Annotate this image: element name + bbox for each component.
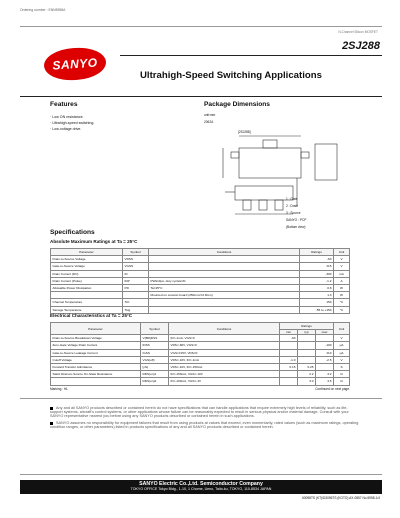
feature-item: · Low ON resistance. — [50, 115, 84, 119]
disclaimer-item: Any and all SANYO products described or contained herein do not have specifications that can handle applications that require extremely high levels of reliability, such as life-support systems, aircraft's control systems, or other applications whose failure can be reasonably expected to result in serious physical and/or material damage. Consult with your SANYO representative nearest you before using any SANYO products described or contained herein in such applications. — [50, 406, 349, 418]
pin-legend-item: 1 : Gate — [286, 197, 298, 201]
features-heading: Features — [50, 101, 78, 108]
table-row: Static Drain-to-Source On-State Resistance RDS(on)1 ID=-150mA, VGS=-10V 2.2 3.2 Ω — [51, 371, 350, 378]
table-row: Gate-to-Source Voltage VGSS ±15 V — [51, 263, 350, 270]
table-row: Zero-Gate Voltage Drain Current IDSS VDS=-60V, VGS=0 -100 μA — [51, 342, 350, 349]
table-row: Gate-to-Source Leakage Current IGSS VGS=±15V, VDS=0 ±10 μA — [51, 349, 350, 356]
elec-char-table — [50, 322, 350, 386]
feature-item: · Ultrahigh-speed switching. — [50, 121, 95, 125]
footer-company: SANYO Electric Co.,Ltd. Semiconductor Company — [139, 481, 263, 487]
column-header: Symbol — [123, 249, 149, 256]
page-title: Ultrahigh-Speed Switching Applications — [140, 70, 322, 81]
feature-item: · Low-voltage drive. — [50, 127, 82, 131]
continued-note: Continued on next page. — [315, 387, 350, 391]
abs-max-heading: Absolute Maximum Ratings at Ta = 25°C — [50, 239, 138, 244]
part-number: 2SJ288 — [342, 40, 380, 52]
column-header: typ — [298, 330, 316, 335]
table-row: Drain Current (DC) ID -300 mA — [51, 270, 350, 277]
column-header: min — [280, 330, 298, 335]
column-header: Unit — [334, 323, 350, 335]
elec-char-heading: Electrical Characteristics at Ta = 25°C — [50, 313, 133, 318]
disclaimer-box — [50, 406, 360, 446]
table-row: RDS(on)2 ID=-100mA, VGS=-4V 3.0 4.5 Ω — [51, 378, 350, 385]
header-top-rule — [20, 26, 382, 27]
table-row: Allowable Power Dissipation PD Ta=25°C 0.8 W — [51, 284, 350, 291]
device-type-line: N-Channel Silicon MOSFET — [338, 30, 378, 34]
footer-band — [20, 480, 382, 494]
abs-max-table — [50, 248, 350, 314]
pin-legend-item: (Bottom view) — [286, 225, 306, 229]
marking-note: Marking : HL — [50, 387, 69, 391]
column-header: Symbol — [141, 323, 169, 335]
package-drawing — [205, 128, 345, 224]
package-drawing-label: [2SJ288] — [238, 130, 251, 134]
footer-doc-code: 63098TS (KT)/D3096TS (KOTO) AX-0857 No.5958-1/4 — [302, 496, 380, 500]
header-rule — [120, 55, 382, 56]
column-header: Conditions — [149, 249, 300, 256]
sanyo-logo: SANYO — [43, 46, 107, 82]
table-row: Storage Temperature Tstg -55 to +150 °C — [51, 306, 350, 313]
column-header: Parameter — [51, 323, 141, 335]
disclaimer-top-rule — [20, 398, 382, 399]
table-row: Drain-to-Source Breakdown Voltage V(BR)DSS ID=-1mA, VGS=0 -60 V — [51, 335, 350, 342]
column-header: Ratings — [300, 249, 334, 256]
package-code: 2062A — [204, 120, 214, 124]
table-row: Drain Current (Pulse) IDP PW≤10μs, duty cycle≤1% -1.2 A — [51, 277, 350, 284]
column-header: Parameter — [51, 249, 123, 256]
table-row: Drain-to-Source Voltage VDSS -60 V — [51, 256, 350, 263]
disclaimer-item: SANYO assumes no responsibility for equipment failures that result from using products at values that exceed, even momentarily, rated values (such as maximum ratings, operating condition ranges, or other parameters) listed in products specifications of any and all SANYO products described or contained herein. — [50, 421, 359, 429]
specifications-heading: Specifications — [50, 229, 95, 236]
table-row: Mounted on ceramic board (250mm²×0.8mm) 1.3 W — [51, 292, 350, 299]
package-heading: Package Dimensions — [204, 101, 270, 108]
title-rule — [20, 96, 382, 97]
column-header: max — [316, 330, 334, 335]
table-row: Cutoff Voltage VGS(off) VDS=-10V, ID=-1mA -1.0 -2.5 V — [51, 356, 350, 363]
column-header: Unit — [334, 249, 350, 256]
table-row: Channel Temperature Tch 150 °C — [51, 299, 350, 306]
disclaimer-bottom-rule — [20, 474, 382, 475]
column-group-header: Ratings — [280, 323, 334, 330]
pin-legend-item: SANYO : PCP — [286, 218, 307, 222]
column-header: Conditions — [169, 323, 280, 335]
pin-legend-item: 2 : Drain — [286, 204, 299, 208]
pin-legend-item: 3 : Source — [286, 211, 301, 215]
footer-address: TOKYO OFFICE Tokyo Bldg., 1-10, 1 Chome, Ueno, Taito-ku, TOKYO, 110-8534 JAPAN — [130, 487, 272, 491]
package-unit: unit:mm — [204, 113, 216, 117]
order-number: Ordering number : ENN5958A — [20, 8, 66, 12]
table-row: Forward Transfer Admittance |yfs| VDS=-10V, ID=-150mA 0.15 0.25 S — [51, 363, 350, 370]
